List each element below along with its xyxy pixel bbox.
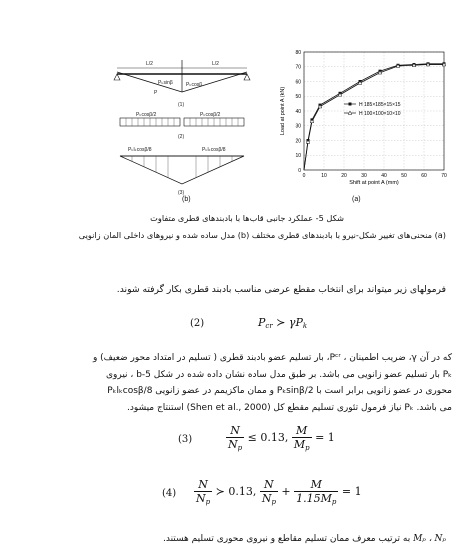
eq3-mp-sub: p bbox=[305, 444, 310, 452]
eq2-rhs-sub: k bbox=[302, 322, 308, 330]
legend-entry: H 185×185×15×15 bbox=[359, 101, 401, 108]
series-line bbox=[304, 65, 444, 170]
x-tick-label: 30 bbox=[361, 173, 367, 179]
figure-caption-line2: (a) منحنی‌های تغییر شکل-نیرو با بادبندهای قطری مختلف (b) مدل ساده شده و نیروهای داخلی المان زانویی bbox=[78, 230, 446, 240]
y-tick-label: 0 bbox=[298, 167, 301, 174]
eq4-m: M bbox=[294, 478, 338, 492]
y-tick-label: 50 bbox=[295, 94, 301, 101]
label-l2-left: L/2 bbox=[146, 61, 153, 67]
equation-4 bbox=[194, 478, 362, 506]
load-label: P bbox=[154, 90, 158, 96]
dist-label-2b: Pₖcosβ/2 bbox=[200, 112, 221, 118]
y-tick-label: 40 bbox=[295, 108, 301, 115]
body-line-2: Pₖ بار تسلیم عضو زانویی می باشد. بر طبق مدل ساده نشان داده شده در شکل 5-b ، نیروی bbox=[105, 369, 452, 380]
equation-3 bbox=[226, 424, 335, 452]
y-tick-label: 10 bbox=[295, 153, 301, 160]
eq4-frac-n2 bbox=[260, 478, 278, 506]
eq4-np2: N bbox=[261, 492, 272, 505]
eq3-mp: M bbox=[293, 438, 306, 451]
eq3-frac-n bbox=[226, 424, 244, 452]
sub-label-3: (3) bbox=[178, 190, 185, 196]
label-l2-right: L/2 bbox=[212, 61, 219, 67]
eq2-lhs-sub: cr bbox=[265, 322, 273, 330]
eq2-lhs: P bbox=[258, 316, 266, 329]
y-tick-label: 20 bbox=[295, 138, 301, 145]
structural-diagrams bbox=[112, 56, 262, 196]
y-tick-label: 70 bbox=[295, 64, 301, 71]
eq3-np: N bbox=[228, 438, 238, 451]
body-line-4: می باشد. Pₖ نیاز فرمول تئوری تسلیم مقطع کل (Shen et al., 2000) استنتاج میشود. bbox=[127, 402, 452, 413]
eq3-rhs: = 1 bbox=[315, 431, 335, 444]
body-line-3: محوری در عضو زانویی برابر است با Pₖsinβ/2 و ممان ماکزیمم در عضو زانویی Pₖlₖcosβ/8 bbox=[107, 386, 452, 397]
x-tick-label: 10 bbox=[321, 173, 327, 179]
eq3-relation: ≤ 0.13, bbox=[247, 431, 289, 444]
dist-label-2a: Pₖcosβ/2 bbox=[136, 112, 157, 118]
eq4-plus: + bbox=[281, 485, 291, 498]
footer-text: به ترتیب معرف ممان تسلیم مقاطع و نیروی محوری تسلیم هستند. bbox=[163, 534, 411, 544]
x-tick-label: 70 bbox=[441, 173, 447, 179]
dist-label-3a: Pₖlₖcosβ/8 bbox=[128, 147, 152, 153]
shear-label: Pₖsinβ bbox=[158, 80, 173, 86]
equation-2 bbox=[258, 316, 307, 330]
eq4-np-sub: p bbox=[205, 498, 211, 506]
sub-label-2: (2) bbox=[178, 134, 185, 140]
eq4-n2: N bbox=[260, 478, 278, 492]
x-tick-label: 40 bbox=[381, 173, 387, 179]
intro-paragraph: فرمولهای زیر میتواند برای انتخاب مقطع عرضی مناسب بادبند قطری بکار گرفته شوند. bbox=[116, 284, 446, 295]
eq3-frac-m bbox=[292, 424, 312, 452]
eq4-rhs: = 1 bbox=[341, 485, 362, 498]
body-paragraph bbox=[22, 350, 452, 416]
equation-2-number: (2) bbox=[190, 318, 205, 329]
figure-caption-line1: شکل 5- عملکرد جانبی قاب‌ها با بادبندهای قطری متفاوت bbox=[150, 213, 344, 223]
eq4-frac-n bbox=[194, 478, 212, 506]
panel-b-label: (b) bbox=[182, 196, 191, 203]
eq3-n: N bbox=[226, 424, 244, 438]
x-axis-label: Shift at point A (mm) bbox=[349, 180, 399, 186]
y-tick-label: 60 bbox=[295, 79, 301, 86]
y-axis-label: Load at point A (kN) bbox=[280, 86, 286, 136]
beam-diagram-1 bbox=[114, 60, 250, 108]
eq4-n: N bbox=[194, 478, 212, 492]
panel-a-label: (a) bbox=[352, 196, 361, 203]
sub-label-1: (1) bbox=[178, 102, 185, 108]
eq4-np2-sub: p bbox=[271, 498, 276, 506]
footer-vars: Mₚ ، Nₚ bbox=[413, 534, 446, 544]
eq3-m: M bbox=[292, 424, 312, 438]
footer-paragraph bbox=[163, 534, 446, 544]
eq2-relation: ≻ bbox=[276, 316, 286, 329]
x-tick-label: 50 bbox=[401, 173, 407, 179]
series-line bbox=[304, 64, 444, 170]
eq4-frac-m bbox=[294, 478, 338, 506]
dist-label-3b: Pₖlₖcosβ/8 bbox=[202, 147, 226, 153]
eq2-rhs: γP bbox=[288, 316, 303, 329]
equation-3-number: (3) bbox=[178, 434, 193, 445]
vert-label: Pₖcosβ bbox=[186, 82, 203, 88]
load-shift-chart bbox=[276, 48, 452, 198]
x-tick-label: 60 bbox=[421, 173, 427, 179]
legend-marker bbox=[349, 103, 352, 106]
eq4-mp-sub: p bbox=[331, 498, 337, 506]
beam-diagram-3 bbox=[120, 147, 244, 196]
eq4-np: N bbox=[196, 492, 206, 505]
legend-entry: H 100×100×10×10 bbox=[359, 110, 401, 117]
eq4-mp: 1.15M bbox=[296, 492, 332, 505]
eq3-np-sub: p bbox=[237, 444, 243, 452]
beam-diagram-2 bbox=[120, 112, 244, 140]
equation-4-number: (4) bbox=[162, 488, 177, 499]
eq4-relation: ≻ 0.13, bbox=[215, 485, 257, 498]
y-tick-label: 80 bbox=[295, 49, 301, 56]
body-line-1: که در آن γ، ضریب اطمینان ، Pᶜʳ، بار تسلیم عضو بادبند قطری ( تسلیم در امتداد محور ضعیف) و bbox=[92, 353, 452, 363]
y-tick-label: 30 bbox=[295, 123, 301, 130]
x-tick-label: 20 bbox=[341, 173, 347, 179]
x-tick-label: 0 bbox=[302, 173, 306, 179]
